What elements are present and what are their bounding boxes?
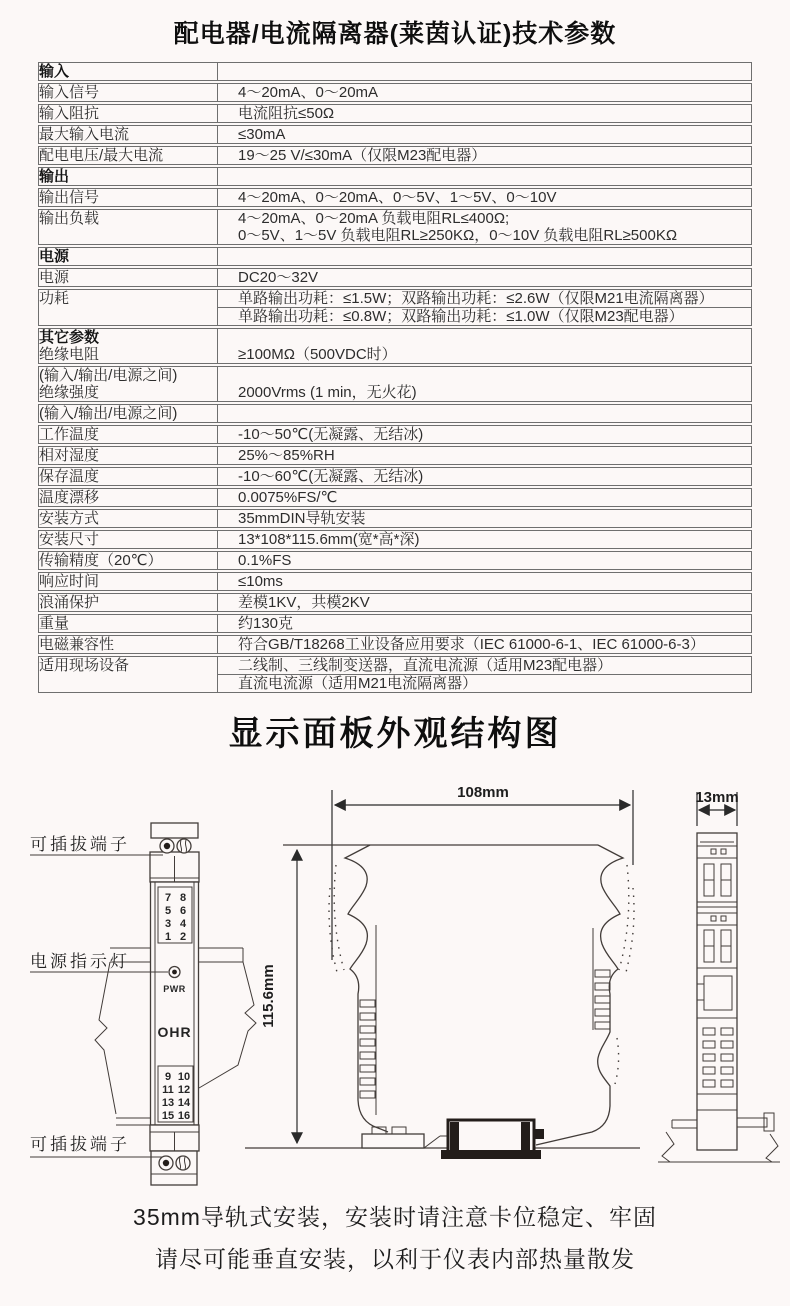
spec-value-cell: ≥100MΩ（500VDC时） xyxy=(217,328,752,364)
table-row xyxy=(38,635,752,654)
front-top-cap xyxy=(151,823,198,838)
height-dimension xyxy=(260,850,297,1143)
vent-slots-right xyxy=(595,970,610,1029)
terminal-number: 8 xyxy=(179,892,187,904)
table-row xyxy=(38,146,752,165)
spec-value-cell: 单路输出功耗：≤1.5W；双路输出功耗：≤2.6W（仅限M21电流隔离器） 单路输出功耗：≤0.8W；双路输出功耗：≤1.0W（仅限M23配电器） xyxy=(217,289,752,326)
width-dimension-label: 108mm xyxy=(457,784,509,801)
table-row xyxy=(38,593,752,612)
depth-dimension xyxy=(695,789,738,826)
label-top-terminal: 可插拔端子 xyxy=(30,835,130,854)
spec-value-cell: 约130克 xyxy=(217,614,752,633)
terminal-number: 14 xyxy=(177,1097,191,1109)
spec-label-cell: (输入/输出/电源之间) 绝缘强度 xyxy=(38,366,217,402)
spec-label-cell: 输出负载 xyxy=(38,209,217,245)
terminal-number: 13 xyxy=(161,1097,175,1109)
spec-value-cell: 电流阻抗≤50Ω xyxy=(217,104,752,123)
spec-label-cell: 输出 xyxy=(38,167,217,186)
spec-value-cell: 2000Vrms (1 min，无火花) xyxy=(217,366,752,402)
spec-label-cell: 浪涌保护 xyxy=(38,593,217,612)
spec-label-cell: 保存温度 xyxy=(38,467,217,486)
spec-value-cell: -10～50℃(无凝露、无结冰) xyxy=(217,425,752,444)
spec-label-cell: 输入 xyxy=(38,62,217,81)
spec-value-cell: 差模1KV，共模2KV xyxy=(217,593,752,612)
spec-label-cell: 功耗 xyxy=(38,289,217,326)
table-row xyxy=(38,328,752,364)
screw-terminals-top xyxy=(160,839,191,853)
spec-value-cell xyxy=(217,167,752,186)
rail-latch xyxy=(441,1120,544,1159)
spec-value-cell: ≤30mA xyxy=(217,125,752,144)
terminal-number: 11 xyxy=(162,1084,174,1096)
depth-dimension-label: 13mm xyxy=(695,789,739,806)
table-row xyxy=(38,268,752,287)
table-row xyxy=(38,104,752,123)
spec-label-cell: 温度漂移 xyxy=(38,488,217,507)
terminal-number: 2 xyxy=(179,931,187,943)
terminal-number: 4 xyxy=(179,918,187,930)
terminal-number: 9 xyxy=(164,1071,172,1083)
spec-value-cell: 35mmDIN导轨安装 xyxy=(217,509,752,528)
table-row xyxy=(38,446,752,465)
spec-label-cell: 工作温度 xyxy=(38,425,217,444)
spec-label-cell: 相对湿度 xyxy=(38,446,217,465)
terminal-number: 6 xyxy=(179,905,187,917)
terminal-number: 15 xyxy=(161,1110,175,1122)
footer-note-line2: 请尽可能垂直安装，以利于仪表内部热量散发 xyxy=(155,1246,635,1272)
spec-value-cell: 25%～85%RH xyxy=(217,446,752,465)
power-led-label: PWR xyxy=(163,984,186,994)
table-row xyxy=(38,551,752,570)
spec-value-cell: 4～20mA、0～20mA 负载电阻RL≤400Ω; 0～5V、1～5V 负载电阻RL≥250KΩ，0～10V 负载电阻RL≥500KΩ xyxy=(217,209,752,245)
spec-value-cell xyxy=(217,62,752,81)
spec-value-cell: 0.0075%FS/℃ xyxy=(217,488,752,507)
spec-table-body xyxy=(38,62,752,693)
table-row xyxy=(38,62,752,81)
spec-label-cell: 输入阻抗 xyxy=(38,104,217,123)
spec-value-cell xyxy=(217,404,752,423)
table-row xyxy=(38,247,752,266)
terminal-number: 1 xyxy=(164,931,172,943)
footer-note xyxy=(0,1196,790,1280)
terminal-number: 16 xyxy=(177,1110,191,1122)
table-row xyxy=(38,467,752,486)
spec-value-cell: -10～60℃(无凝露、无结冰) xyxy=(217,467,752,486)
spec-label-cell: 配电电压/最大电流 xyxy=(38,146,217,165)
spec-value-cell: 4～20mA、0～20mA xyxy=(217,83,752,102)
vent-slots-left xyxy=(360,1000,375,1098)
table-row xyxy=(38,125,752,144)
table-row xyxy=(38,209,752,245)
table-row xyxy=(38,83,752,102)
spec-label-cell: 电磁兼容性 xyxy=(38,635,217,654)
width-dimension xyxy=(332,784,633,960)
spec-value-cell: 二线制、三线制变送器，直流电流源（适用M23配电器） 直流电流源（适用M21电流隔离器） xyxy=(217,656,752,693)
table-row xyxy=(38,366,752,402)
brand-logo: OHR xyxy=(157,1024,192,1040)
terminal-number: 7 xyxy=(164,892,172,904)
spec-label-cell: 输出信号 xyxy=(38,188,217,207)
spec-value-cell: 4～20mA、0～20mA、0～5V、1～5V、0～10V xyxy=(217,188,752,207)
table-row xyxy=(38,614,752,633)
table-row xyxy=(38,167,752,186)
terminal-number: 3 xyxy=(164,918,172,930)
spec-label-cell: 其它参数 绝缘电阻 xyxy=(38,328,217,364)
spec-value-cell: 13*108*115.6mm(宽*高*深) xyxy=(217,530,752,549)
profile-view xyxy=(245,784,640,1159)
spec-value-cell: ≤10ms xyxy=(217,572,752,591)
structure-diagram xyxy=(0,770,790,1190)
spec-label-cell: 安装方式 xyxy=(38,509,217,528)
spec-label-cell: 安装尺寸 xyxy=(38,530,217,549)
table-row xyxy=(38,425,752,444)
spec-table xyxy=(38,60,752,695)
table-row xyxy=(38,188,752,207)
spec-value-cell: DC20～32V xyxy=(217,268,752,287)
section-title: 显示面板外观结构图 xyxy=(228,715,562,753)
spec-value-cell: 0.1%FS xyxy=(217,551,752,570)
spec-label-cell: 最大输入电流 xyxy=(38,125,217,144)
spec-label-cell: 适用现场设备 xyxy=(38,656,217,693)
terminal-number: 10 xyxy=(177,1071,191,1083)
terminal-number: 5 xyxy=(164,905,172,917)
page-title: 配电器/电流隔离器(莱茵认证)技术参数 xyxy=(173,20,617,48)
spec-label-cell: 输入信号 xyxy=(38,83,217,102)
height-dimension-label: 115.6mm xyxy=(260,964,277,1028)
spec-label-cell: 响应时间 xyxy=(38,572,217,591)
spec-value-cell xyxy=(217,247,752,266)
footer-note-line1: 35mm导轨式安装，安装时请注意卡位稳定、牢固 xyxy=(133,1204,657,1230)
table-row xyxy=(38,404,752,423)
table-row xyxy=(38,289,752,326)
side-view xyxy=(658,789,780,1162)
rail-clip-foot xyxy=(362,1127,450,1148)
front-bottom-cap xyxy=(151,1151,197,1185)
spec-label-cell: 传输精度（20℃） xyxy=(38,551,217,570)
table-row xyxy=(38,656,752,693)
spec-label-cell: 电源 xyxy=(38,268,217,287)
label-bottom-terminal: 可插拔端子 xyxy=(30,1135,130,1154)
table-row xyxy=(38,530,752,549)
table-row xyxy=(38,572,752,591)
table-row xyxy=(38,488,752,507)
spec-value-cell: 符合GB/T18268工业设备应用要求（IEC 61000-6-1、IEC 61000-6-3） xyxy=(217,635,752,654)
spec-label-cell: (输入/输出/电源之间) xyxy=(38,404,217,423)
front-view xyxy=(30,823,256,1185)
spec-label-cell: 重量 xyxy=(38,614,217,633)
spec-value-cell: 19～25 V/≤30mA（仅限M23配电器） xyxy=(217,146,752,165)
table-row xyxy=(38,509,752,528)
spec-label-cell: 电源 xyxy=(38,247,217,266)
label-power-led: 电源指示灯 xyxy=(30,952,130,971)
terminal-number: 12 xyxy=(177,1084,191,1096)
